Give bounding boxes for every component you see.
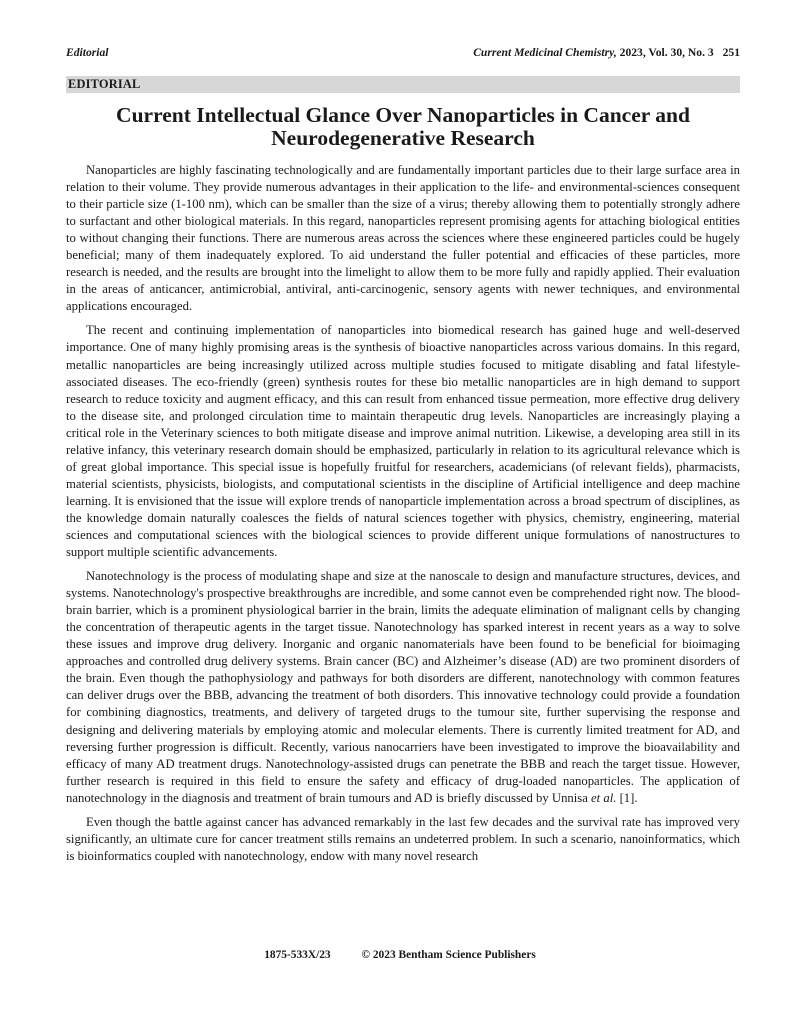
page-footer bbox=[0, 949, 800, 961]
page-number: 251 bbox=[722, 46, 740, 59]
paragraph-2: The recent and continuing implementation of nanoparticles into biomedical research has gained huge and well-deserved importance. One of many highly promising areas is the synthesis of bioactive nanoparticles across various domains. In this regard, metallic nanoparticles are being increasingly utilized across multiple studies focused to mitigate disabling and fatal lifestyle-associated diseases. The eco-friendly (green) synthesis routes for these bio metallic nanoparticles are in high demand to support research to reduce toxicity and augment efficacy, and this can result from enhanced tissue permeation, more effective drug delivery to the disease site, and prolonged circulation time to maintain therapeutic drug levels. Nanoparticles are increasingly playing a critical role in the Veterinary sciences to both mitigate disease and improve animal nutrition. Likewise, a developing area still in its relative infancy, this veterinary research domain should be emphasized, particularly in relation to its agricultural relevance which is of great global importance. This special issue is hopefully fruitful for researchers, academicians (of relevant fields), pharmacists, material scientists, physicists, biologists, and computational scientists in the discipline of Artificial intelligence and deep machine learning. It is envisioned that the issue will explore trends of nanoparticle implementation across a broad spectrum of disciplines, as the knowledge domain naturally coalesces the fields of natural sciences together with physics, chemistry, engineering, material sciences and computational sciences with the biological sciences to provide different unique formulations of nanostructures to support multiple scientific advancements. bbox=[66, 323, 740, 560]
citation-etal: et al. bbox=[591, 790, 617, 805]
journal-name: Current Medicinal Chemistry, bbox=[473, 46, 617, 59]
paragraph-4: Even though the battle against cancer has advanced remarkably in the last few decades and the survival rate has improved very significantly, an ultimate cure for cancer treatment stills remains an undeterred problem. In such a scenario, nanoinformatics, which is bioinformatics coupled with nanotechnology, endow with many novel research bbox=[66, 814, 740, 863]
paragraph-1: Nanoparticles are highly fascinating technologically and are fundamentally important particles due to their large surface area in relation to their volume. They provide numerous advantages in their application to the life- and environmental-sciences consequent to their particle size (1-100 nm), which can be smaller than the size of a virus; thereby allowing them to potentially strongly adhere to surfactant and other biological materials. In this regard, nanoparticles represent promising agents for attaching biological entities to without changing their functions. There are numerous areas across the sciences where these engineered particles could be hugely beneficial; many of them inadequately explored. To aid understand the fuller potential and efficacies of these particles, more research is needed, and the results are brought into the limelight to allow them to be more fully and rapidly applied. Their evaluation in the areas of anticancer, antimicrobial, antiviral, anti-carcinogenic, sensory agents with newer techniques, and environmental applications encouraged. bbox=[66, 163, 740, 314]
section-label: EDITORIAL bbox=[68, 77, 141, 91]
running-head bbox=[66, 46, 740, 64]
issn: 1875-533X/23 bbox=[264, 949, 331, 961]
paragraph-3-text: Nanotechnology is the process of modulating shape and size at the nanoscale to design and manufacture structures, devices, and systems. Nanotechnology's prospective breakthroughs are incredible, and some cannot even be comprehended right now. The blood-brain barrier, which is a prominent physiological barrier in the brain, limits the adequate elimination of malignant cells by changing the concentration of therapeutic agents in the target tissue. Nanotechnology has sparked interest in recent years as a way to solve these issues and improve drug delivery. Inorganic and organic nanomaterials have been found to be beneficial for bioimaging approaches and controlled drug delivery systems. Brain cancer (BC) and Alzheimer’s disease (AD) are two prominent disorders of the brain. Even though the pathophysiology and pathways for both disorders are different, nanotechnology with common features can deliver drugs over the BBB, advancing the treatment of both disorders. This innovative technology could provide a foundation for combining diagnostics, treatments, and delivery of targeted drugs to the tumour site, further supervising the response and designing and delivering materials by employing atomic and molecular elements. There is currently limited treatment for AD, and reversing further progression is difficult. Recently, various nanocarriers have been investigated to improve the bioavailability and efficacy of many AD treatment drugs. Nanotechnology-assisted drugs can penetrate the BBB and reach the target tissue. However, further research is required in this field to ensure the safety and efficacy of drug-loaded nanoparticles. The application of nanotechnology in the diagnosis and treatment of brain tumours and AD is briefly discussed by Unnisa bbox=[66, 569, 740, 805]
volume-info: 2023, Vol. 30, No. 3 bbox=[619, 46, 714, 59]
running-head-citation bbox=[473, 46, 740, 59]
article-title: Current Intellectual Glance Over Nanoparticles in Cancer and Neurodegenerative Research bbox=[116, 103, 690, 150]
copyright: © 2023 Bentham Science Publishers bbox=[361, 949, 536, 961]
citation-reference-link[interactable]: [1]. bbox=[619, 790, 638, 805]
article-body bbox=[66, 162, 740, 952]
paragraph-3 bbox=[66, 568, 740, 807]
running-head-section: Editorial bbox=[66, 46, 109, 59]
section-label-bar bbox=[66, 76, 740, 93]
